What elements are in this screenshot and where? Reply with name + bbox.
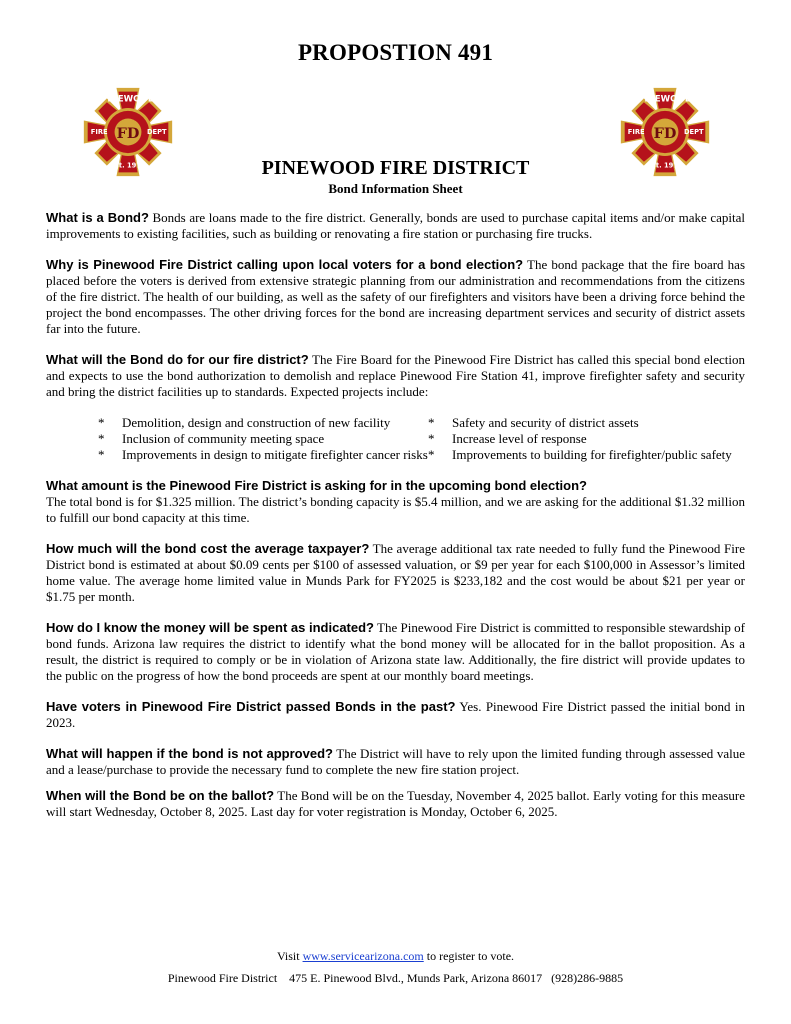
svg-text:FIRE: FIRE [90,127,108,136]
list-item: * Demolition, design and construction of new facility [98,415,391,430]
faq-item-ballot [46,788,745,820]
document-body [46,210,745,835]
faq-answer: The District will have to rely upon the limited funding through assessed value and a lease/purchase to provide the necessary fund to complete the new fire station project. [46,746,745,777]
faq-answer: The total bond is for $1.325 million. The district’s bonding capacity is $5.4 million, and we are asking for the additional $1.32 million to fulfill our bond capacity at this time. [46,494,745,525]
org-name: PINEWOOD FIRE DISTRICT [261,157,530,179]
faq-item-bond [46,210,745,242]
list-item: * Improvements to building for firefighter/public safety [428,447,732,462]
faq-item-cost [46,541,745,605]
footer-visit-line: Visit www.servicearizona.com to register to vote. [276,949,515,963]
document-subtitle: Bond Information Sheet [328,181,463,196]
svg-text:PINEWOOD: PINEWOOD [638,94,692,105]
bullet-marker: * [428,447,435,462]
svg-text:FD: FD [653,124,677,142]
faq-question: Why is Pinewood Fire District calling upon local voters for a bond election? [46,257,524,272]
faq-answer: Bonds are loans made to the fire district. Generally, bonds are used to purchase capital items and/or make capital improvements to existing facilities, such as building or renovating a fire station or purchasing fire trucks. [46,210,745,241]
bullet-marker: * [428,415,435,430]
svg-text:FD: FD [116,124,140,142]
svg-text:Est. 1973: Est. 1973 [110,161,146,170]
bullet-marker: * [98,415,105,430]
faq-item-not-approved [46,746,745,778]
bullet-marker: * [98,447,105,462]
faq-answer: The Pinewood Fire District is committed to responsible stewardship of bond funds. Arizona law requires the district to identify what the bond money will be allocated for in the ballot proposition. As a result, the district is required to comply or be in violation of Arizona state law. Additionally, the fire district will provide updates to the public on the progress of how the bond proceeds are spent at our monthly board meetings. [46,620,745,683]
project-list [98,415,745,463]
faq-question: When will the Bond be on the ballot? [46,788,275,803]
faq-question: Have voters in Pinewood Fire District passed Bonds in the past? [46,699,456,714]
faq-item-what-will [46,352,745,400]
faq-question: How do I know the money will be spent as indicated? [46,620,374,635]
footer-address: Pinewood Fire District 475 E. Pinewood Blvd., Munds Park, Arizona 86017 (928)286-9885 [167,971,624,985]
faq-answer: The average additional tax rate needed to fully fund the Pinewood Fire District bond is estimated at about $0.09 cents per $100 of assessed valuation, or $9 per year for each $100,000 in Assessor’s limited home value. The average home limited value in Munds Park for FY2025 is $233,182 and the cost would be about $21 per year or $1.75 per month. [46,541,745,604]
list-item: * Increase level of response [428,431,587,446]
faq-question: What is a Bond? [46,210,149,225]
faq-answer: Yes. Pinewood Fire District passed the initial bond in 2023. [46,699,745,730]
faq-answer: The bond package that the fire board has placed before the voters is derived from extensive strategic planning from our administration and recommendations from the citizens of the fire district. The health of our building, as well as the safety of our firefighters and visitors have been a driving force behind the project the bond encompasses. The other driving forces for the bond are increasing department services and security of district assets far into the future. [46,257,745,336]
svg-text:DEPT: DEPT [683,127,704,136]
list-item: * Inclusion of community meeting space [98,431,325,446]
faq-question: What will happen if the bond is not approved? [46,746,333,761]
page-title: PROPOSTION 491 [297,40,494,65]
faq-question: What amount is the Pinewood Fire District is asking for in the upcoming bond election? [46,478,587,493]
svg-text:PINEWOOD: PINEWOOD [101,94,155,105]
bullet-marker: * [98,431,105,446]
faq-answer: The Fire Board for the Pinewood Fire District has called this special bond election and expects to use the bond authorization to demolish and replace Pinewood Fire Station 41, improve firefighter safety and security and bring the district facilities up to standards. Expected projects include: [46,352,745,399]
faq-item-why [46,257,745,337]
faq-answer: The Bond will be on the Tuesday, November 4, 2025 ballot. Early voting for this measure will start Wednesday, October 8, 2025. Last day for voter registration is Monday, October 6, 2025. [46,788,745,819]
svg-text:DEPT: DEPT [146,127,167,136]
faq-question: How much will the bond cost the average taxpayer? [46,541,370,556]
svg-text:Est. 1973: Est. 1973 [647,161,683,170]
faq-question: What will the Bond do for our fire district? [46,352,309,367]
servicearizona-link[interactable]: www.servicearizona.com [302,949,424,963]
svg-text:FIRE: FIRE [627,127,645,136]
faq-item-past [46,699,745,731]
list-item: * Safety and security of district assets [428,415,639,430]
list-item: * Improvements in design to mitigate firefighter cancer risks [98,447,428,462]
faq-item-amount [46,478,745,526]
bullet-marker: * [428,431,435,446]
faq-item-spending [46,620,745,684]
